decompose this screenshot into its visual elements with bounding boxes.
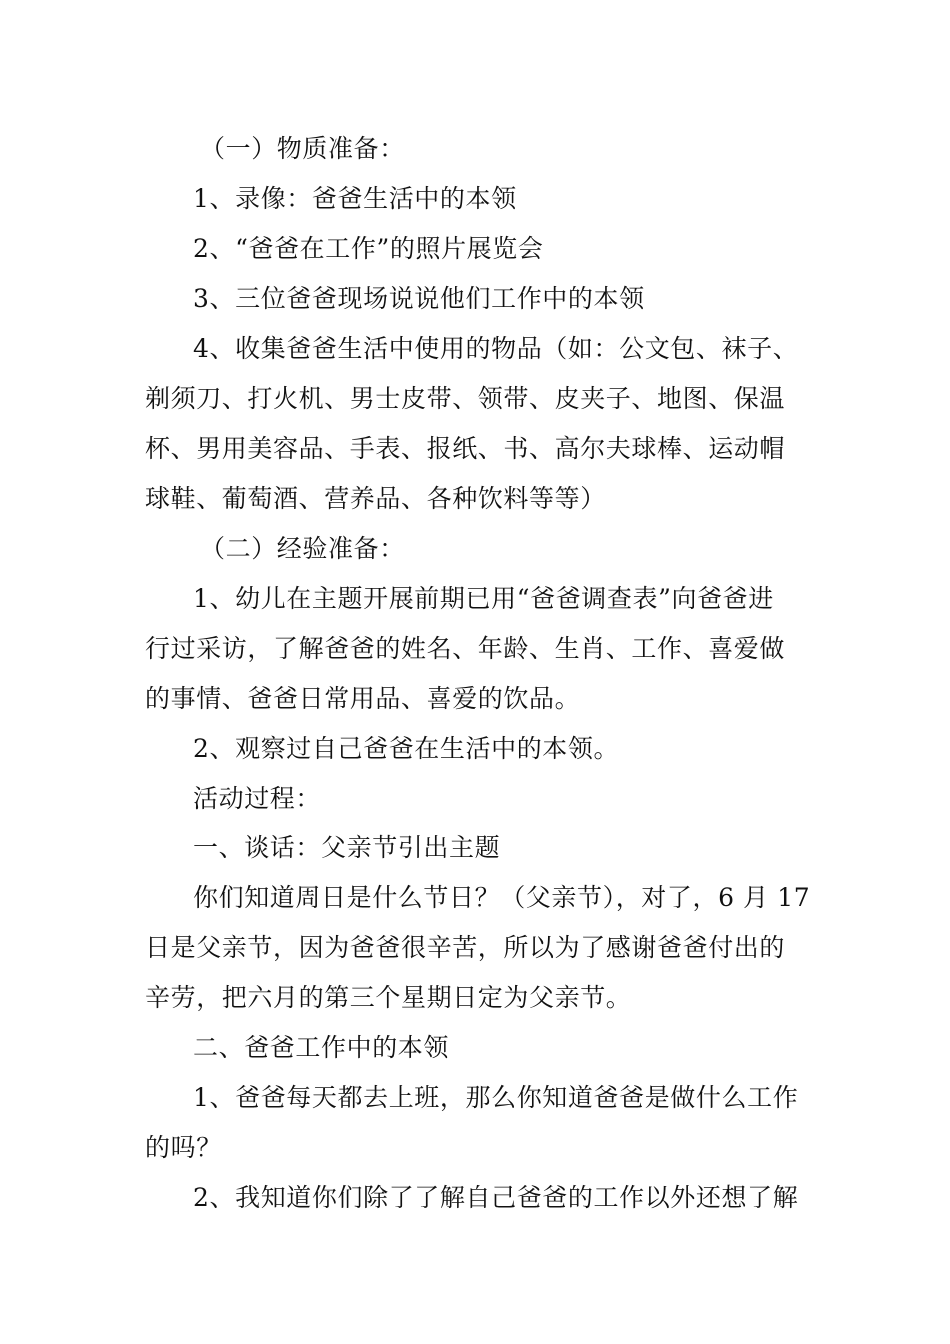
material-item-4-line-2: 剃须刀、打火机、男士皮带、领带、皮夹子、地图、保温	[145, 384, 786, 413]
material-item-4-line-4: 球鞋、葡萄酒、营养品、各种饮料等等）	[145, 484, 606, 513]
material-item-2: 2、“爸爸在工作”的照片展览会	[193, 234, 544, 263]
step-2-item-2-line-1: 2、我知道你们除了了解自己爸爸的工作以外还想了解	[193, 1183, 799, 1212]
material-item-1: 1、录像：爸爸生活中的本领	[193, 184, 517, 213]
step-1-paragraph-line-1: 你们知道周日是什么节日？（父亲节），对了，6 月 17	[193, 883, 811, 912]
experience-item-1-line-1: 1、幼儿在主题开展前期已用“爸爸调查表”向爸爸进	[193, 584, 774, 613]
material-item-4-line-3: 杯、男用美容品、手表、报纸、书、高尔夫球棒、运动帽	[145, 434, 786, 463]
step-1-paragraph-line-3: 辛劳，把六月的第三个星期日定为父亲节。	[145, 983, 632, 1012]
process-title: 活动过程：	[193, 784, 322, 813]
experience-item-1-line-2: 行过采访，了解爸爸的姓名、年龄、生肖、工作、喜爱做	[145, 634, 786, 663]
experience-item-2: 2、观察过自己爸爸在生活中的本领。	[193, 734, 620, 763]
step-2-item-1-line-1: 1、爸爸每天都去上班，那么你知道爸爸是做什么工作	[193, 1083, 799, 1112]
step-2-title: 二、爸爸工作中的本领	[193, 1033, 450, 1062]
experience-item-1-line-3: 的事情、爸爸日常用品、喜爱的饮品。	[145, 684, 581, 713]
step-1-title: 一、谈话：父亲节引出主题	[193, 833, 501, 862]
step-1-paragraph-line-2: 日是父亲节，因为爸爸很辛苦，所以为了感谢爸爸付出的	[145, 933, 786, 962]
section-heading-experience: （二）经验准备：	[200, 534, 405, 563]
section-heading-material: （一）物质准备：	[200, 134, 405, 163]
step-2-item-1-line-2: 的吗？	[145, 1133, 222, 1162]
material-item-3: 3、三位爸爸现场说说他们工作中的本领	[193, 284, 645, 313]
material-item-4-line-1: 4、收集爸爸生活中使用的物品（如：公文包、袜子、	[193, 334, 799, 363]
